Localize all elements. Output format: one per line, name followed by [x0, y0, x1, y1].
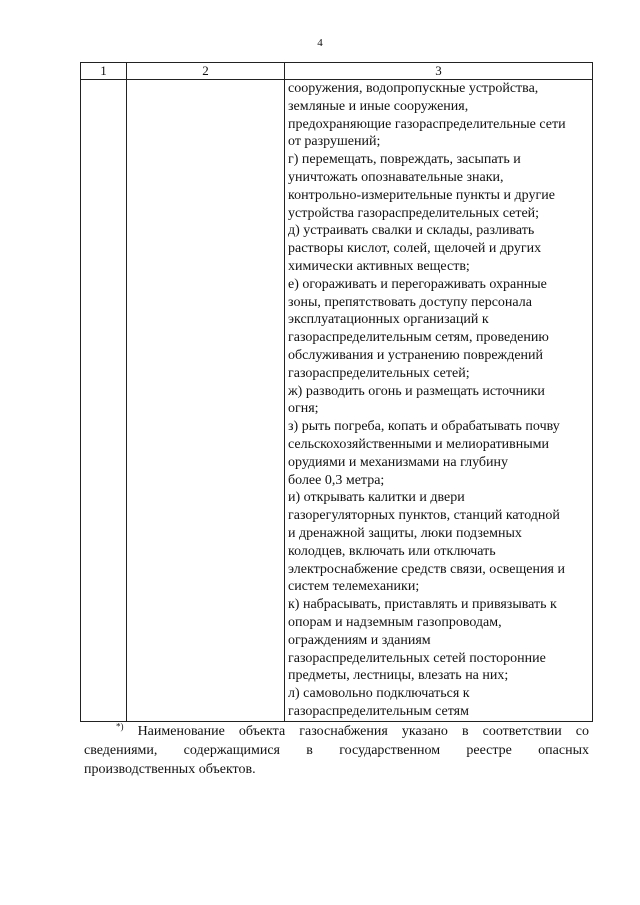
text-line: газораспределительных сетей посторонние — [288, 650, 546, 666]
text-line: растворы кислот, солей, щелочей и других — [288, 241, 542, 257]
text-line: орудиями и механизмами на глубину — [288, 454, 509, 470]
text-line: и) открывать калитки и двери — [288, 490, 465, 506]
text-line: устройства газораспределительных сетей; — [288, 205, 540, 221]
text-line: эксплуатационных организаций к — [288, 312, 489, 328]
footnote-line — [84, 722, 589, 741]
text-line: опорам и надземным газопроводам, — [288, 614, 502, 630]
text-line: огня; — [288, 401, 319, 417]
text-line: электроснабжение средств связи, освещения и — [288, 561, 565, 577]
text-line: ограждениям и зданиям — [288, 632, 431, 648]
text-line: от разрушений; — [288, 134, 381, 150]
text-line: колодцев, включать или отключать — [288, 543, 496, 559]
header-col-3: 3 — [285, 63, 593, 80]
text-line: д) устраивать свалки и склады, разливать — [288, 223, 535, 239]
body-cell-col-3 — [285, 80, 593, 722]
text-line: химически активных веществ; — [288, 258, 470, 274]
text-line: земляные и иные сооружения, — [288, 98, 469, 114]
text-line: к) набрасывать, приставлять и привязывать к — [288, 597, 557, 613]
footnote-line: сведениями, содержащимися в государственном реестре опасных — [84, 743, 589, 758]
body-cell-col-2 — [127, 80, 285, 722]
header-col-1: 1 — [81, 63, 127, 80]
text-line: е) огораживать и перегораживать охранные — [288, 276, 547, 292]
text-line: уничтожать опознавательные знаки, — [288, 169, 504, 185]
table-body-row — [81, 80, 593, 722]
text-line: г) перемещать, повреждать, засыпать и — [288, 152, 521, 168]
text-line: контрольно-измерительные пункты и другие — [288, 187, 555, 203]
text-line: сооружения, водопропускные устройства, — [288, 81, 539, 96]
text-line: и дренажной защиты, люки подземных — [288, 525, 522, 541]
footnote-marker: *) — [116, 721, 124, 732]
text-line: газораспределительным сетям, проведению — [288, 330, 549, 346]
footnote-line-text: Наименование объекта газоснабжения указано в соответствии со — [137, 724, 589, 739]
text-line: газорегуляторных пунктов, станций катодной — [288, 508, 560, 524]
text-line: предохраняющие газораспределительные сети — [288, 116, 566, 132]
page-number: 4 — [317, 37, 323, 49]
text-line: газораспределительным сетям — [288, 703, 469, 719]
text-line: более 0,3 метра; — [288, 472, 385, 488]
text-line: предметы, лестницы, влезать на них; — [288, 668, 509, 684]
text-line: систем телемеханики; — [288, 579, 420, 595]
text-line: сельскохозяйственными и мелиоративными — [288, 436, 550, 452]
text-line: зоны, препятствовать доступу персонала — [288, 294, 532, 310]
text-line: газораспределительных сетей; — [288, 365, 470, 381]
table-header-row — [81, 63, 593, 80]
footnote-line: производственных объектов. — [84, 762, 256, 777]
requirements-table — [80, 62, 593, 722]
text-line: обслуживания и устранению повреждений — [288, 347, 544, 363]
header-col-2: 2 — [127, 63, 285, 80]
text-line: ж) разводить огонь и размещать источники — [288, 383, 545, 399]
footnote — [84, 722, 589, 779]
body-cell-col-1 — [81, 80, 127, 722]
text-line: з) рыть погреба, копать и обрабатывать почву — [288, 419, 560, 435]
text-line: л) самовольно подключаться к — [288, 686, 470, 702]
